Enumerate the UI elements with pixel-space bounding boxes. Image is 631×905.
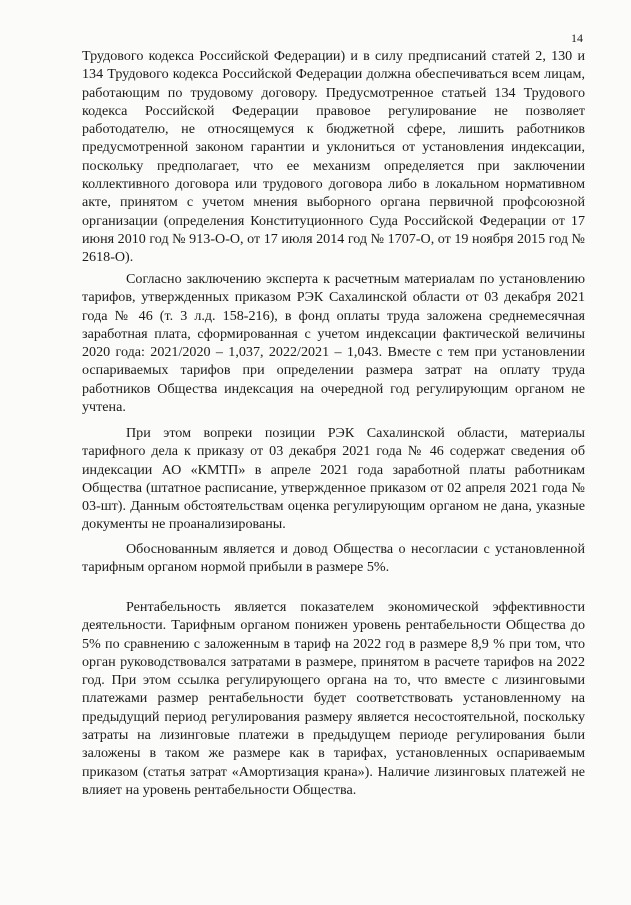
paragraph-expert-conclusion: Согласно заключению эксперта к расчетным материалам по установлению тарифов, утвержденных приказом РЭК Сахалинской области от 03 декабря 2021 года № 46 (т. 3 л.д. 158-216), в фонд оплаты труда заложена среднемесячная заработная плата, сформированная с учетом индексации фактической величины 2020 года: 2021/2020 – 1,037, 2022/2021 – 1,043. Вместе с тем при установлении оспариваемых тарифов при определении размера затрат на оплату труда работников Общества индексация на очередной год регулирующим органом не учтена. [82,271,585,416]
paragraph-tariff-case-materials: При этом вопреки позиции РЭК Сахалинской области, материалы тарифного дела к приказу от 03 декабря 2021 года № 46 содержат сведения об индексации АО «КМТП» в апреле 2021 года заработной платы работникам Общества (штатное расписание, утвержденное приказом от 02 апреля 2021 года № 03-шт). Данным обстоятельствам оценка регулирующим органом не дана, указные документы не проанализированы. [82,425,585,533]
paragraph-indexation-obligation: Трудового кодекса Российской Федерации) и в силу предписаний статей 2, 130 и 134 Трудового кодекса Российской Федерации должна обеспечиваться всем лицам, работающим по трудовому договору. Предусмотренное статьей 134 Трудового кодекса Российской Федерации правовое регулирование не позволяет работодателю, не относящемуся к бюджетной сфере, лишить работников предусмотренной законом гарантии и уклониться от установления индексации, поскольку предполагает, что ее механизм определяется при заключении коллективного договора или трудового договора либо в локальном нормативном акте, принятом с учетом мнения выборного органа первичной профсоюзной организации (определения Конституционного Суда Российской Федерации от 17 июня 2010 год № 913-О-О, от 17 июля 2014 год № 1707-О, от 19 ноября 2015 год № 2618-О). [82,48,585,266]
paragraph-profit-norm-argument: Обоснованным является и довод Общества о несогласии с установленной тарифным органом нормой прибыли в размере 5%. [82,541,585,576]
page-number: 14 [571,31,583,45]
paragraph-profitability: Рентабельность является показателем экономической эффективности деятельности. Тарифным органом понижен уровень рентабельности Общества до 5% по сравнению с заложенным в тариф на 2022 год в размере 8,9 % при том, что орган руководствовался затратами в размере, принятом в расчете тарифов на 2022 год. При этом ссылка регулирующего органа на то, что вместе с лизинговыми платежами размер рентабельности будет соответствовать установленному на предыдущий период регулирования размеру является несостоятельной, поскольку затраты на лизинговые платежи в предыдущем периоде регулирования были заложены в таком же размере как в тарифах, установленных оспариваемым приказом (статья затрат «Амортизация крана»). Наличие лизинговых платежей не влияет на уровень рентабельности Общества. [82,599,585,798]
